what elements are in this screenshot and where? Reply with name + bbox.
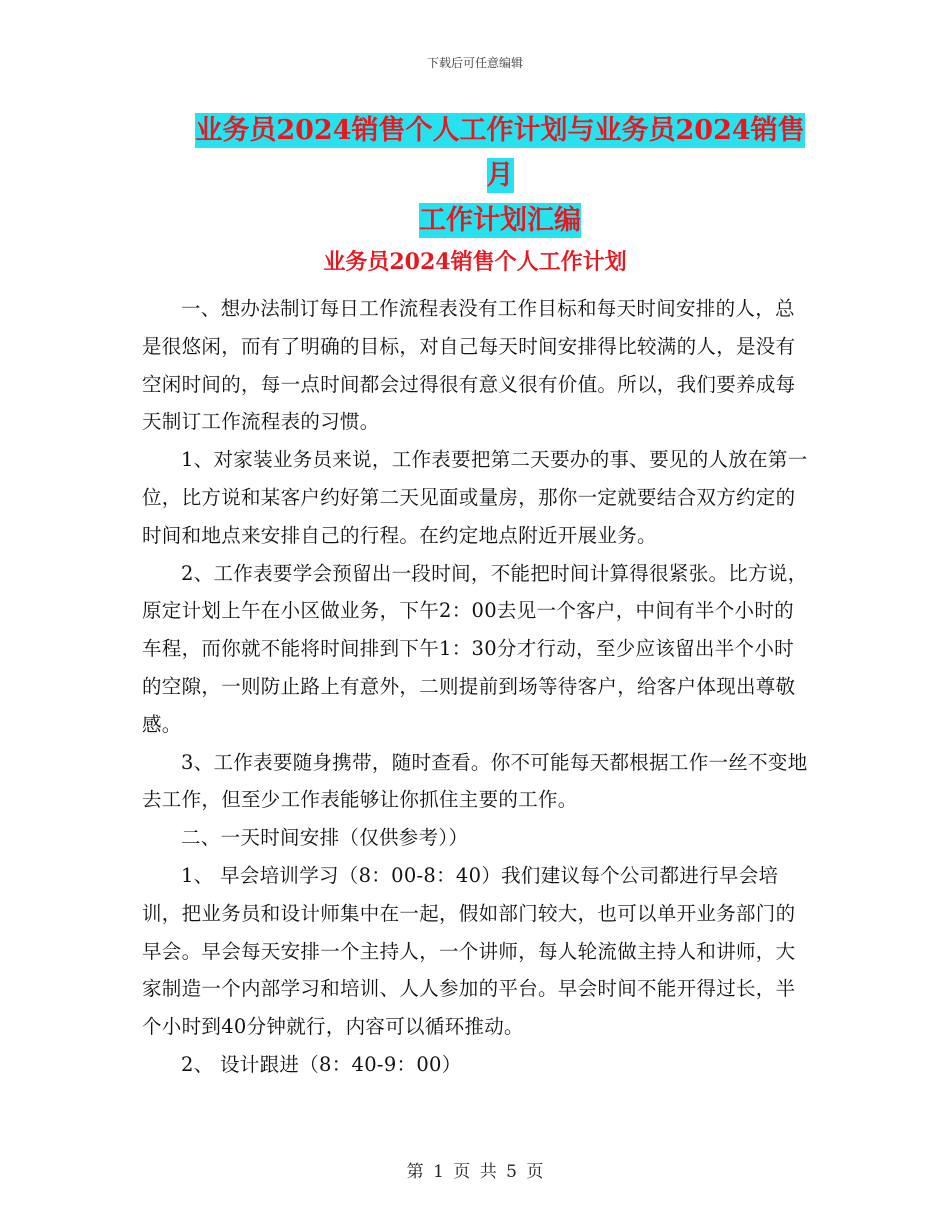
section-title: 业务员2024销售个人工作计划 — [323, 249, 627, 275]
title-line-2: 工作计划汇编 — [419, 205, 581, 236]
paragraph: 一、想办法制订每日工作流程表没有工作目标和每天时间安排的人，总是很悠闲，而有了明确的目标，对自己每天时间安排得比较满的人，是没有空闲时间的，每一点时间都会过得很有意义很有价值。所以，我们要养成每天制订工作流程表的习惯。 — [142, 297, 796, 434]
paragraph: 1、 早会培训学习（8：00-8：40）我们建议每个公司都进行早会培训，把业务员和设计师集中在一起，假如部门较大，也可以单开业务部门的早会。早会每天安排一个主持人，一个讲师，每人轮流做主持人和讲师，大家制造一个内部学习和培训、人人参加的平台。早会时间不能开得过长，半个小时到40分钟就行，内容可以循环推动。 — [142, 863, 796, 1039]
paragraph: 二、一天时间安排（仅供参考）） — [181, 826, 469, 850]
page-footer: 第 1 页 共 5 页 — [406, 1162, 544, 1182]
paragraph: 1、对家装业务员来说，工作表要把第二天要办的事、要见的人放在第一位，比方说和某客户约好第二天见面或量房，那你一定就要结合双方约定的时间和地点来安排自己的行程。在约定地点附近开展业务。 — [142, 448, 808, 547]
paragraph: 2、工作表要学会预留出一段时间，不能把时间计算得很紧张。比方说，原定计划上午在小区做业务，下午2：00去见一个客户，中间有半个小时的车程，而你就不能将时间排到下午1：30分才行动，至少应该留出半个小时的空隙，一则防止路上有意外，二则提前到场等待客户，给客户体现出尊敬感。 — [142, 561, 808, 736]
title-line-1: 业务员2024销售个人工作计划与业务员2024销售月 — [195, 115, 805, 191]
paragraph: 3、工作表要随身携带，随时查看。你不可能每天都根据工作一丝不变地去工作，但至少工作表能够让你抓住主要的工作。 — [142, 750, 808, 812]
header-note: 下载后可任意编辑 — [426, 56, 523, 70]
paragraph: 2、 设计跟进（8：40-9：00） — [181, 1052, 462, 1076]
body-text — [142, 290, 810, 1084]
document-title — [190, 108, 810, 243]
